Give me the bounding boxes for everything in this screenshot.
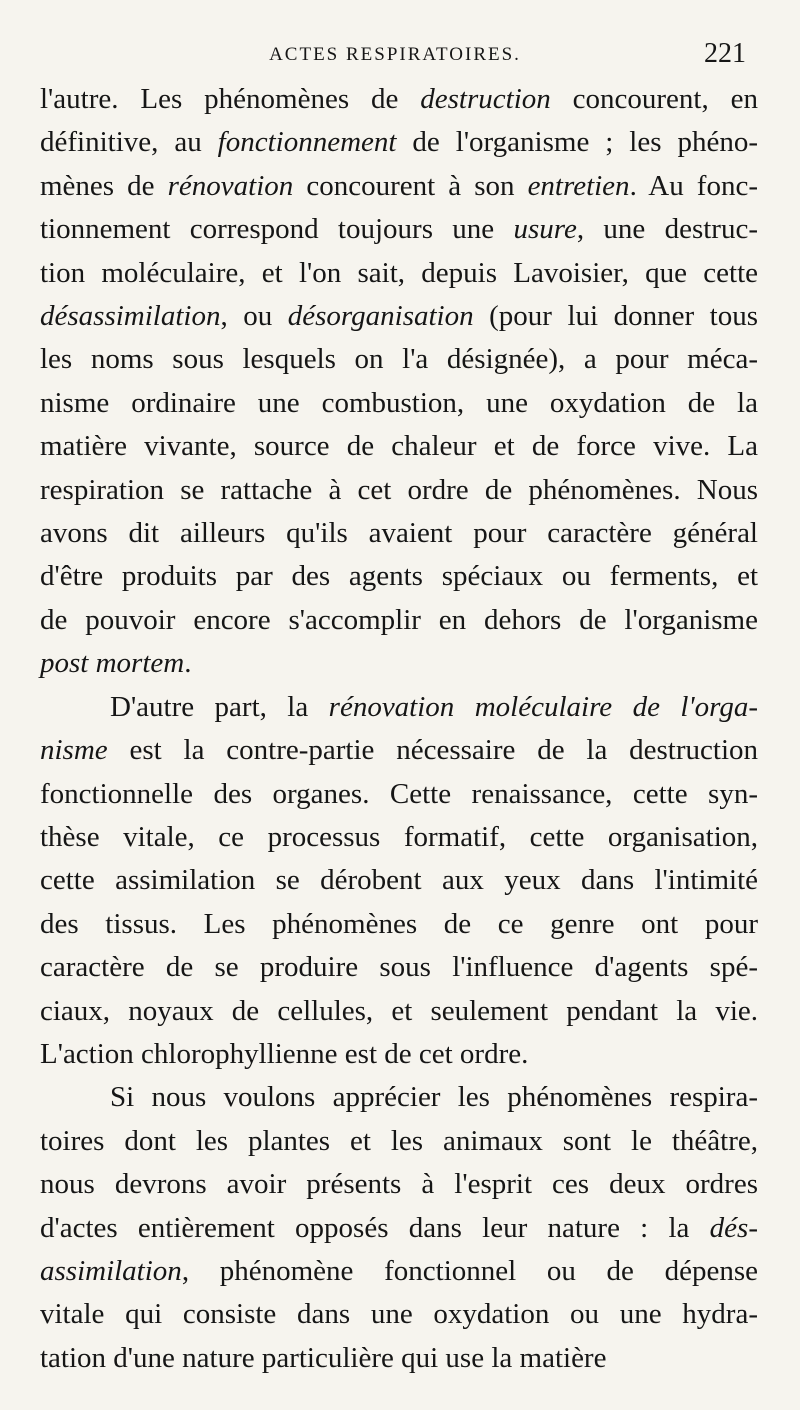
text-line — [40, 599, 758, 642]
text-run: , ou — [220, 300, 288, 333]
text-line — [40, 859, 758, 902]
text-line — [40, 773, 758, 816]
italic-run: dés- — [709, 1211, 758, 1244]
text-line — [40, 1207, 758, 1250]
italic-run: destruction — [420, 83, 551, 115]
text-run: tion moléculaire, et l'on sait, depuis Lavoisier, que cette — [40, 256, 758, 289]
text-line — [40, 338, 758, 381]
text-run: de l'organisme ; les phéno- — [396, 126, 758, 159]
text-run: ciaux, noyaux de cellules, et seulement pendant la vie. — [40, 994, 758, 1027]
text-run: des tissus. Les phénomènes de ce genre ont pour — [40, 907, 758, 940]
text-line — [40, 1120, 758, 1163]
text-line — [40, 165, 758, 208]
text-run: est la contre-partie nécessaire de la destruction — [107, 734, 758, 767]
text-run: mènes de — [40, 169, 168, 202]
text-run: les noms sous lesquels on l'a désignée), a pour méca- — [40, 343, 758, 376]
running-title: ACTES RESPIRATOIRES. — [269, 44, 521, 65]
text-run: thèse vitale, ce processus formatif, cette organisation, — [40, 820, 758, 853]
italic-run: rénovation — [167, 169, 294, 202]
text-run: vitale qui consiste dans une oxydation ou une hydra- — [40, 1298, 758, 1331]
text-run: Si nous voulons apprécier les phénomènes respira- — [110, 1081, 758, 1114]
text-line — [40, 1250, 758, 1293]
text-run: . Au fonc- — [629, 169, 758, 202]
text-run: , phénomène fonctionnel ou de dépense — [181, 1254, 758, 1287]
text-run: d'actes entièrement opposés dans leur nature : la — [40, 1211, 710, 1244]
text-run: fonctionnelle des organes. Cette renaissance, cette syn- — [40, 777, 758, 810]
italic-run: désassimilation — [40, 300, 221, 333]
italic-run: entretien — [527, 169, 630, 202]
paragraph — [40, 686, 758, 1077]
text-run: tionnement correspond toujours une — [40, 213, 514, 246]
text-line — [40, 208, 758, 251]
page-header — [40, 38, 750, 78]
text-line — [40, 1293, 758, 1336]
text-line — [40, 686, 758, 729]
text-run: matière vivante, source de chaleur et de force vive. La — [40, 430, 758, 463]
text-line — [40, 1337, 758, 1380]
text-run: L'action chlorophyllienne est de cet ordre. — [40, 1037, 529, 1070]
text-line — [40, 425, 758, 468]
text-line — [40, 729, 758, 772]
text-run: nous devrons avoir présents à l'esprit ces deux ordres — [40, 1168, 758, 1201]
text-run: l'autre. Les phénomènes de — [40, 83, 421, 115]
text-line — [40, 946, 758, 989]
text-line — [40, 121, 758, 164]
text-run: (pour lui donner tous — [473, 300, 758, 333]
text-run: avons dit ailleurs qu'ils avaient pour caractère général — [40, 517, 758, 550]
text-line — [40, 1163, 758, 1206]
italic-run: nisme — [40, 734, 108, 767]
text-run: respiration se rattache à cet ordre de phénomènes. Nous — [40, 473, 758, 506]
text-run: concourent à son — [293, 169, 528, 202]
text-line — [40, 295, 758, 338]
text-run: . — [184, 647, 192, 680]
text-line — [40, 816, 758, 859]
text-run: d'être produits par des agents spéciaux ou ferments, et — [40, 560, 758, 593]
text-line — [40, 469, 758, 512]
paragraph — [40, 78, 758, 686]
text-line — [40, 1033, 758, 1076]
text-line — [40, 903, 758, 946]
italic-run: rénovation moléculaire de l'orga- — [328, 690, 758, 723]
text-run: nisme ordinaire une combustion, une oxydation de la — [40, 386, 758, 419]
text-run: définitive, au — [40, 126, 218, 159]
italic-run: assimilation — [40, 1254, 182, 1287]
text-run: de pouvoir encore s'accomplir en dehors de l'organisme — [40, 603, 758, 636]
text-line — [40, 382, 758, 425]
text-run: , une destruc- — [576, 213, 758, 246]
text-line — [40, 642, 758, 685]
text-run: toires dont les plantes et les animaux sont le théâtre, — [40, 1124, 758, 1157]
italic-run: désorganisation — [287, 300, 474, 333]
page-body — [40, 78, 758, 1380]
text-line — [40, 512, 758, 555]
text-run: concourent, en — [550, 83, 758, 115]
text-line — [40, 78, 758, 121]
paragraph — [40, 1076, 758, 1380]
text-line — [40, 1076, 758, 1119]
text-line — [40, 555, 758, 598]
text-run: cette assimilation se dérobent aux yeux dans l'intimité — [40, 864, 758, 897]
italic-run: usure — [513, 213, 577, 246]
italic-run: fonctionnement — [217, 126, 397, 159]
italic-run: post mortem — [40, 647, 185, 680]
text-run: tation d'une nature particulière qui use la matière — [40, 1341, 607, 1374]
text-run: D'autre part, la — [110, 690, 329, 723]
text-run: caractère de se produire sous l'influence d'agents spé- — [40, 951, 758, 984]
page-number: 221 — [704, 38, 746, 69]
text-line — [40, 252, 758, 295]
text-line — [40, 990, 758, 1033]
